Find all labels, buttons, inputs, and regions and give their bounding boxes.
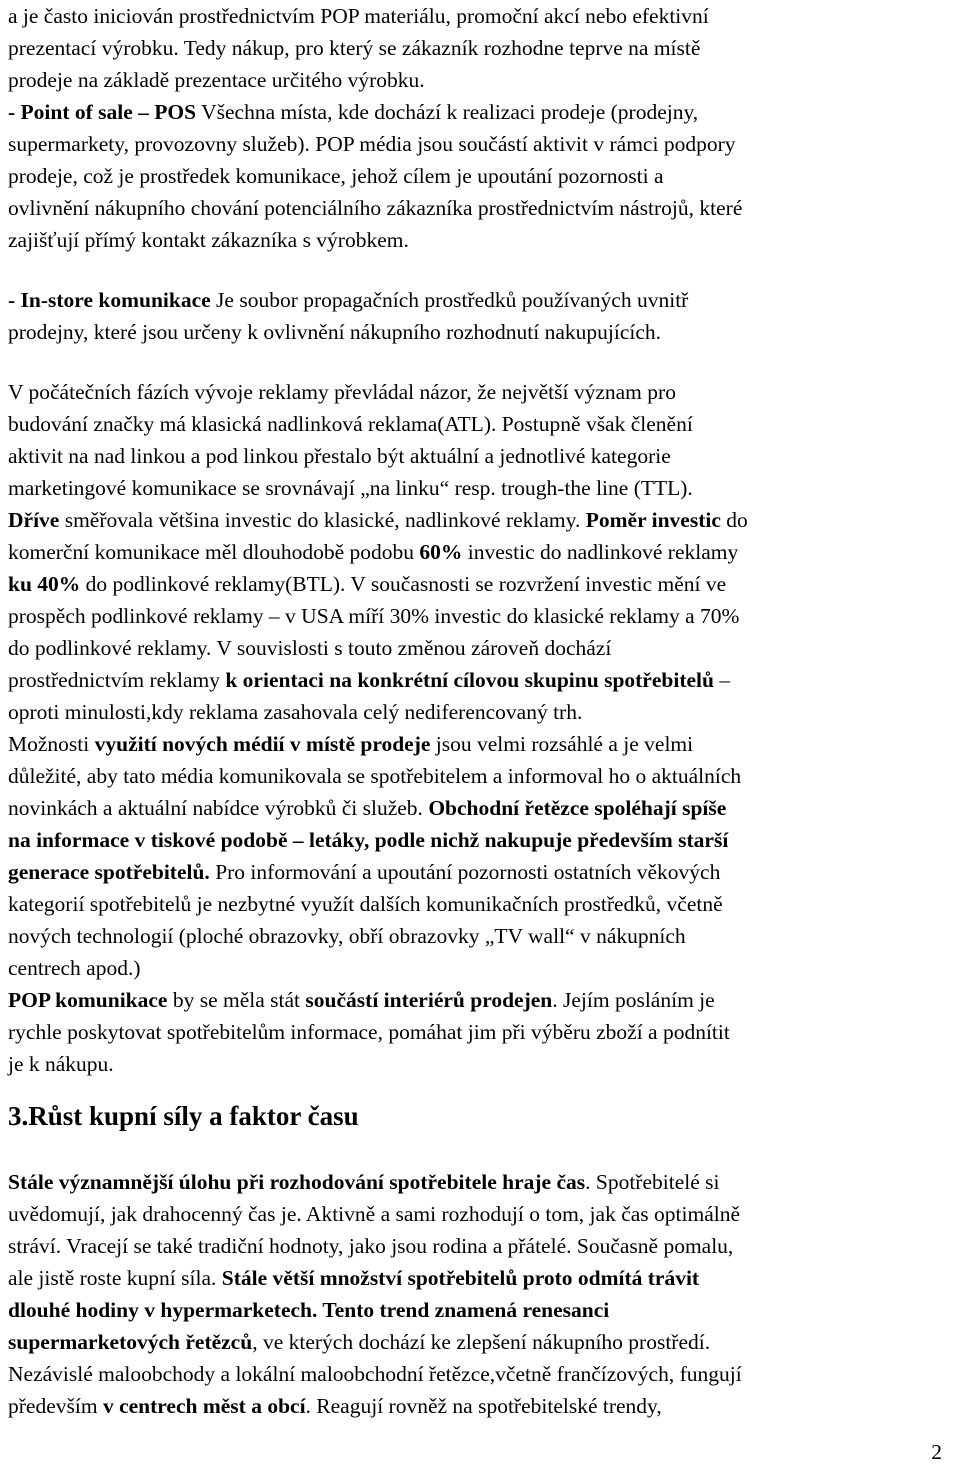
- text-line: [8, 1198, 740, 1230]
- text-span: Pro informování a upoutání pozornosti ostatních věkových: [209, 860, 721, 884]
- text-span: uvědomují, jak drahocenný čas je. Aktivně a sami rozhodují o tom, jak čas optimálně: [8, 1202, 741, 1226]
- text-span: , ve kterých dochází ke zlepšení nákupního prostředí.: [252, 1330, 711, 1354]
- text-span: do podlinkové reklamy(BTL). V současnosti se rozvržení investic mění ve: [80, 572, 727, 596]
- text-line: [8, 888, 723, 920]
- text-line: [8, 408, 693, 440]
- text-span: by se měla stát: [167, 988, 306, 1012]
- text-span: V počátečních fázích vývoje reklamy převládal názor, že největší význam pro: [8, 380, 676, 404]
- bold-text: - Point of sale – POS: [8, 100, 197, 124]
- text-line: [8, 1358, 742, 1390]
- bold-text: v centrech měst a obcí: [102, 1394, 306, 1418]
- text-line: [8, 536, 738, 568]
- bold-text: supermarketových řetězců: [8, 1330, 253, 1354]
- bold-text: Poměr investic: [585, 508, 721, 532]
- bold-text: k orientaci na konkrétní cílovou skupinu spotřebitelů: [225, 668, 714, 692]
- text-span: marketingové komunikace se srovnávají „na linku“ resp. trough-the line (TTL).: [8, 476, 693, 500]
- text-line: [8, 1048, 114, 1080]
- text-span: komerční komunikace měl dlouhodobě podobu: [8, 540, 420, 564]
- text-span: oproti minulosti,kdy reklama zasahovala celý nediferencovaný trh.: [8, 700, 583, 724]
- text-span: centrech apod.): [8, 956, 141, 980]
- text-line: [8, 600, 739, 632]
- text-line: [8, 1294, 609, 1326]
- bold-text: Dříve: [8, 508, 60, 532]
- bold-text: - In-store komunikace: [8, 288, 211, 312]
- text-line: [8, 224, 409, 256]
- text-span: zajišťují přímý kontakt zákazníka s výrobkem.: [8, 228, 409, 252]
- bold-text: ku 40%: [8, 572, 81, 596]
- text-line: [8, 1390, 662, 1422]
- text-span: Všechna místa, kde dochází k realizaci prodeje (prodejny,: [196, 100, 699, 124]
- text-span: do: [720, 508, 748, 532]
- text-span: prodejny, které jsou určeny k ovlivnění nákupního rozhodnutí nakupujících.: [8, 320, 662, 344]
- text-line: [8, 160, 664, 192]
- text-line: [8, 952, 141, 984]
- text-span: Je soubor propagačních prostředků používaných uvnitř: [210, 288, 689, 312]
- text-line: [8, 1166, 719, 1198]
- text-line: [8, 32, 700, 64]
- text-span: nových technologií (ploché obrazovky, obří obrazovky „TV wall“ v nákupních: [8, 924, 686, 948]
- text-line: [8, 440, 671, 472]
- bold-text: 60%: [419, 540, 463, 564]
- text-span: rychle poskytovat spotřebitelům informace, pomáhat jim při výběru zboží a podnítit: [8, 1020, 730, 1044]
- text-span: jsou velmi rozsáhlé a je velmi: [430, 732, 694, 756]
- text-span: supermarkety, provozovny služeb). POP média jsou součástí aktivit v rámci podpory: [8, 132, 736, 156]
- bold-text: generace spotřebitelů.: [8, 860, 210, 884]
- bold-text: dlouhé hodiny v hypermarketech. Tento trend znamená renesanci: [8, 1298, 610, 1322]
- text-line: [8, 792, 726, 824]
- text-line: [8, 64, 425, 96]
- text-span: aktivit na nad linkou a pod linkou přestalo být aktuální a jednotlivé kategorie: [8, 444, 671, 468]
- text-span: –: [713, 668, 731, 692]
- text-span: investic do nadlinkové reklamy: [462, 540, 739, 564]
- bold-text: Obchodní řetězce spoléhají spíše: [428, 796, 727, 820]
- text-line: [8, 856, 720, 888]
- bold-text: Stále větší množství spotřebitelů proto odmítá trávit: [221, 1266, 700, 1290]
- bold-text: POP komunikace: [8, 988, 168, 1012]
- text-line: [8, 192, 742, 224]
- bold-text: na informace v tiskové podobě – letáky, podle nichž nakupuje především starší: [8, 828, 729, 852]
- text-span: . Jejím posláním je: [552, 988, 715, 1012]
- text-line: [8, 284, 688, 316]
- text-span: směřovala většina investic do klasické, nadlinkové reklamy.: [59, 508, 586, 532]
- text-span: je k nákupu.: [8, 1052, 114, 1076]
- text-line: [8, 316, 661, 348]
- text-span: Nezávislé maloobchody a lokální maloobchodní řetězce,včetně frančízových, fungují: [8, 1362, 742, 1386]
- text-span: prodeje na základě prezentace určitého výrobku.: [8, 68, 425, 92]
- text-span: do podlinkové reklamy. V souvislosti s touto změnou zároveň dochází: [8, 636, 612, 660]
- text-line: [8, 632, 611, 664]
- bold-text: Stále významnější úlohu při rozhodování spotřebitele hraje čas: [8, 1170, 586, 1194]
- text-line: [8, 984, 715, 1016]
- text-span: prostřednictvím reklamy: [8, 668, 226, 692]
- text-line: [8, 1262, 699, 1294]
- text-span: Možnosti: [8, 732, 95, 756]
- text-line: [8, 696, 582, 728]
- text-line: [8, 128, 735, 160]
- text-line: [8, 1230, 733, 1262]
- text-span: důležité, aby tato média komunikovala se spotřebitelem a informoval ho o aktuálních: [8, 764, 742, 788]
- bold-text: využití nových médií v místě prodeje: [94, 732, 431, 756]
- bold-text: součástí interiérů prodejen: [305, 988, 553, 1012]
- text-span: ale jistě roste kupní síla.: [8, 1266, 222, 1290]
- text-line: [8, 96, 698, 128]
- text-line: [8, 376, 676, 408]
- text-span: ovlivnění nákupního chování potenciálního zákazníka prostřednictvím nástrojů, které: [8, 196, 743, 220]
- text-span: kategorií spotřebitelů je nezbytné využít dalších komunikačních prostředků, včetně: [8, 892, 723, 916]
- text-span: stráví. Vracejí se také tradiční hodnoty, jako jsou rodina a přátelé. Současně pomalu,: [8, 1234, 734, 1258]
- text-span: prospěch podlinkové reklamy – v USA míří 30% investic do klasické reklamy a 70%: [8, 604, 740, 628]
- text-line: [8, 504, 748, 536]
- text-line: [8, 1326, 710, 1358]
- text-span: a je často iniciován prostřednictvím POP materiálu, promoční akcí nebo efektivní: [8, 4, 709, 28]
- text-span: novinkách a aktuální nabídce výrobků či služeb.: [8, 796, 429, 820]
- text-span: budování značky má klasická nadlinková reklama(ATL). Postupně však členění: [8, 412, 693, 436]
- text-span: . Reagují rovněž na spotřebitelské trendy,: [305, 1394, 662, 1418]
- text-span: prezentací výrobku. Tedy nákup, pro který se zákazník rozhodne teprve na místě: [8, 36, 701, 60]
- text-line: [8, 568, 726, 600]
- section-heading: 3.Růst kupní síly a faktor času: [8, 1101, 359, 1131]
- text-line: [8, 760, 741, 792]
- text-span: prodeje, což je prostředek komunikace, jehož cílem je upoutání pozornosti a: [8, 164, 664, 188]
- text-line: [8, 664, 730, 696]
- text-span: především: [8, 1394, 103, 1418]
- text-line: [8, 1016, 730, 1048]
- text-line: [8, 472, 693, 504]
- text-line: [8, 728, 693, 760]
- text-line: [8, 920, 686, 952]
- text-span: . Spotřebitelé si: [585, 1170, 720, 1194]
- text-line: [8, 0, 709, 32]
- text-line: [8, 824, 728, 856]
- page-number: 2: [931, 1440, 942, 1464]
